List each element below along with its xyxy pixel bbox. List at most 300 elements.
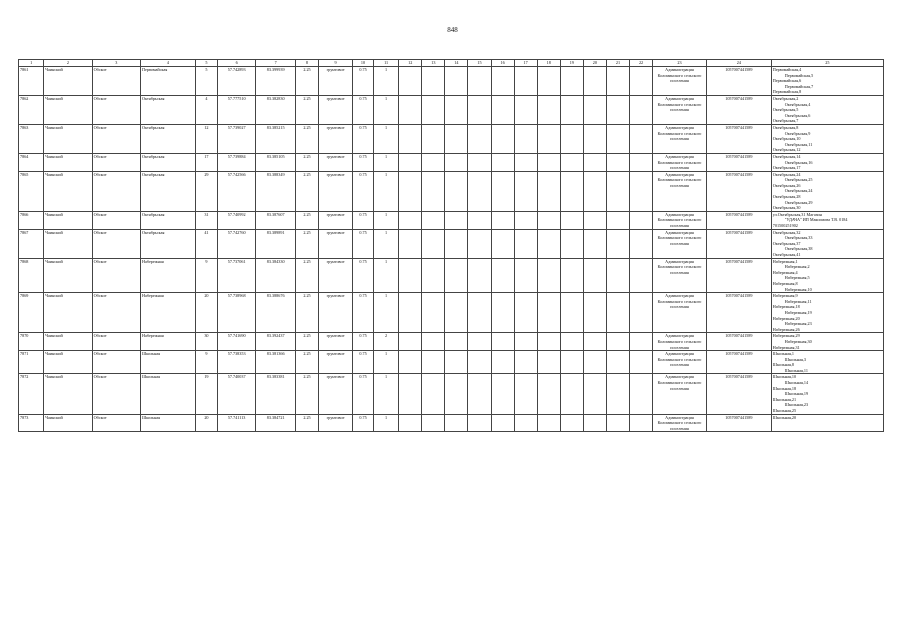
table-cell: 1057007441589 [706,124,771,153]
table-cell [537,293,560,333]
address-item: Октябрьская,38 [784,246,813,252]
column-header: 22 [630,60,653,67]
column-header: 1 [19,60,44,67]
table-cell [560,374,583,414]
address-item: Набережная,10 [784,286,812,292]
table-row [19,124,884,153]
table-cell: 1057007441589 [706,351,771,374]
table-cell [630,229,653,258]
table-cell [514,258,537,293]
table-cell: 5 [195,67,217,96]
table-cell: Администрация Коломинского сельского поселения [653,414,707,432]
address-item: Набережная,26 [772,326,800,332]
table-cell [606,211,629,229]
address-list-cell [771,153,883,171]
table-cell: 2.25 [295,374,318,414]
table-cell [514,351,537,374]
address-list-cell [771,171,883,211]
table-cell: 1057007441589 [706,171,771,211]
table-cell: Администрация Коломинского сельского поселения [653,374,707,414]
table-cell: 1 [373,374,398,414]
table-cell [583,333,606,351]
table-cell: 0.75 [353,293,374,333]
table-cell: Обское [92,95,140,124]
table-cell [560,229,583,258]
table-cell: 83.383381 [256,374,296,414]
table-cell [630,258,653,293]
table-cell [560,333,583,351]
address-item: Октябрьская,7 [772,118,799,124]
table-cell [399,229,422,258]
address-item: Октябрьская,32 [772,229,801,235]
table-cell [422,333,445,351]
table-cell [583,67,606,96]
address-item: Октябрьская,25 [784,177,813,183]
table-cell: 0.75 [353,171,374,211]
table-cell [630,333,653,351]
table-cell: Обское [92,351,140,374]
table-row [19,153,884,171]
address-item: Октябрьская,41 [772,252,801,257]
table-cell: Октябрьская [140,171,195,211]
table-cell: 1057007441589 [706,374,771,414]
table-cell: 1 [373,229,398,258]
column-header: 3 [92,60,140,67]
table-cell: грунтовое [319,124,353,153]
table-cell [491,124,514,153]
table-cell: 0.75 [353,153,374,171]
table-cell [606,293,629,333]
table-cell [606,171,629,211]
table-cell: 57.741690 [217,333,255,351]
table-cell: 1 [373,293,398,333]
table-cell [491,153,514,171]
table-cell: 0.75 [353,124,374,153]
table-cell [422,171,445,211]
table-cell [537,67,560,96]
table-cell [399,333,422,351]
table-cell [399,67,422,96]
table-cell: 0.75 [353,211,374,229]
table-cell [399,171,422,211]
column-header: 18 [537,60,560,67]
table-cell: 83.399939 [256,67,296,96]
table-cell: 83.392437 [256,333,296,351]
address-item: Октябрьская,24 [784,188,813,194]
table-cell [422,374,445,414]
table-cell [491,229,514,258]
table-cell [514,414,537,432]
column-header: 20 [583,60,606,67]
address-item: Набережная,9 [772,293,798,299]
table-cell [560,211,583,229]
address-item: Октябрьская,2 [772,95,799,101]
table-cell: Чаинский [44,258,92,293]
table-cell: Чаинский [44,414,92,432]
table-cell: Чаинский [44,95,92,124]
address-list-cell [771,374,883,414]
address-item: Набережная,11 [784,298,812,304]
column-header: 9 [319,60,353,67]
table-cell [422,414,445,432]
table-cell [422,95,445,124]
table-cell [537,211,560,229]
table-cell: 7866 [19,211,44,229]
table-cell: Первомайская [140,67,195,96]
column-header: 8 [295,60,318,67]
table-cell [583,351,606,374]
table-cell [422,153,445,171]
table-cell [560,293,583,333]
table-cell [491,351,514,374]
table-cell: 1057007441589 [706,293,771,333]
table-cell [606,95,629,124]
table-cell: Обское [92,124,140,153]
address-item: Школьная,14 [784,380,809,386]
address-list-cell [771,351,883,374]
table-cell [468,67,491,96]
table-cell: 7863 [19,124,44,153]
table-cell [514,153,537,171]
table-cell [399,153,422,171]
table-cell: 7870 [19,333,44,351]
table-cell: 7872 [19,374,44,414]
table-cell [583,171,606,211]
table-cell [537,258,560,293]
table-cell [560,258,583,293]
table-cell [468,95,491,124]
table-cell [630,67,653,96]
table-cell [445,211,468,229]
table-cell [606,229,629,258]
table-cell [583,293,606,333]
table-cell: 20 [195,293,217,333]
address-item: Набережная,18 [772,304,800,310]
address-item: Октябрьская,28 [772,194,801,200]
table-cell [399,124,422,153]
table-cell [606,258,629,293]
table-cell: 2.25 [295,258,318,293]
address-item: Школьная,20 [772,414,797,420]
table-cell [514,293,537,333]
address-item: Октябрьская,24 [772,171,801,177]
address-item: Набережная,1 [772,258,798,264]
table-cell: Администрация Коломинского сельского поселения [653,153,707,171]
column-header: 25 [771,60,883,67]
table-cell [630,293,653,333]
table-cell [491,293,514,333]
table-row [19,374,884,414]
address-item: Набережная,2 [784,264,810,270]
column-header: 21 [606,60,629,67]
column-header: 15 [468,60,491,67]
table-cell: 1 [373,153,398,171]
table-cell: Администрация Коломинского сельского поселения [653,124,707,153]
table-cell: 83.388676 [256,293,296,333]
address-list-cell [771,95,883,124]
table-cell: грунтовое [319,258,353,293]
column-header: 16 [491,60,514,67]
table-cell: 29 [195,171,217,211]
table-cell [514,333,537,351]
table-cell: 0.75 [353,67,374,96]
table-cell: Школьная [140,414,195,432]
table-cell: 83.382830 [256,95,296,124]
address-item: Октябрьская,29 [784,199,813,205]
table-cell [630,124,653,153]
table-cell [583,229,606,258]
table-cell: грунтовое [319,211,353,229]
table-cell: Администрация Коломинского сельского поселения [653,351,707,374]
table-cell: 4 [195,95,217,124]
table-cell: Октябрьская [140,95,195,124]
table-cell: Набережная [140,333,195,351]
table-cell [537,171,560,211]
address-item: Набережная,29 [772,333,800,339]
table-cell: 2.25 [295,153,318,171]
table-cell: Обское [92,333,140,351]
table-cell: 1 [373,171,398,211]
column-header: 17 [514,60,537,67]
table-cell [422,124,445,153]
address-item: Набережная,19 [784,309,812,315]
column-header: 23 [653,60,707,67]
address-item: Школьная,3 [784,356,807,362]
table-cell [630,171,653,211]
table-cell: 0.75 [353,351,374,374]
table-cell [537,124,560,153]
table-cell [399,414,422,432]
table-cell: 57.738968 [217,293,255,333]
column-header: 24 [706,60,771,67]
table-cell: грунтовое [319,293,353,333]
table-cell: 41 [195,229,217,258]
table-cell [630,374,653,414]
table-cell [491,171,514,211]
table-cell [606,67,629,96]
address-item: Октябрьская,6 [784,112,811,118]
table-cell: Чаинский [44,211,92,229]
address-item: Школьная,23 [784,402,809,408]
table-cell: 1057007441589 [706,229,771,258]
table-cell [630,351,653,374]
table-cell [445,374,468,414]
table-cell [468,124,491,153]
table-cell: Администрация Коломинского сельского поселения [653,95,707,124]
table-cell: Чаинский [44,153,92,171]
table-cell [606,414,629,432]
table-cell [514,229,537,258]
address-item: Школьная,19 [784,391,809,397]
column-header: 2 [44,60,92,67]
table-cell [560,95,583,124]
table-cell [445,414,468,432]
table-cell: 2.25 [295,293,318,333]
table-cell [537,374,560,414]
table-cell: 1 [373,95,398,124]
address-item: Набережная,30 [784,338,812,344]
table-cell: Администрация Коломинского сельского поселения [653,333,707,351]
table-row [19,171,884,211]
table-cell: 83.384330 [256,258,296,293]
table-cell [445,333,468,351]
table-cell: 2 [373,333,398,351]
table-cell: грунтовое [319,414,353,432]
table-cell [491,67,514,96]
table-cell [560,171,583,211]
table-cell [468,153,491,171]
address-item: Октябрьская,30 [772,205,801,211]
table-cell [468,293,491,333]
address-item: Школьная,21 [772,396,797,402]
table-cell [560,351,583,374]
table-cell: 9 [195,258,217,293]
table-cell [583,153,606,171]
table-cell [445,95,468,124]
table-cell: грунтовое [319,333,353,351]
table-cell: 2.25 [295,95,318,124]
table-cell: 57.777510 [217,95,255,124]
table-body [19,67,884,432]
address-item: Первомайская,4 [772,67,802,72]
table-cell: 12 [195,124,217,153]
table-cell: 0.75 [353,374,374,414]
table-cell: 7869 [19,293,44,333]
table-cell: грунтовое [319,171,353,211]
table-row [19,351,884,374]
table-cell [468,333,491,351]
column-header: 7 [256,60,296,67]
table-cell: 83.387607 [256,211,296,229]
address-item: Школьная,11 [784,367,808,373]
address-list-cell [771,67,883,96]
table-cell: 1057007441589 [706,153,771,171]
table-cell [537,414,560,432]
address-item: Школьная,18 [772,385,797,391]
column-header: 5 [195,60,217,67]
table-cell [537,229,560,258]
table-row [19,95,884,124]
address-item: Школьная,25 [772,408,797,414]
table-cell: 7868 [19,258,44,293]
address-item: Набережная,8 [772,280,798,286]
table-cell [560,124,583,153]
table-cell [583,95,606,124]
table-cell: 7861 [19,67,44,96]
table-cell: Чаинский [44,293,92,333]
table-cell: грунтовое [319,374,353,414]
table-cell: 2.25 [295,414,318,432]
address-item: Октябрьская,4 [784,101,811,107]
table-cell: 57.739027 [217,124,255,153]
table-cell [445,67,468,96]
table-cell: 1057007441589 [706,95,771,124]
table-cell: Школьная [140,351,195,374]
address-item: Октябрьская,17 [772,165,801,171]
table-cell [399,95,422,124]
address-item: Октябрьская,26 [772,182,801,188]
address-item: 701500251902 [772,223,798,229]
table-cell [560,414,583,432]
table-cell [606,153,629,171]
table-cell: Набережная [140,293,195,333]
table-cell: Обское [92,229,140,258]
table-cell: 57.742566 [217,171,255,211]
table-cell: Администрация Коломинского сельского поселения [653,293,707,333]
table-cell: 7862 [19,95,44,124]
table-cell: Обское [92,293,140,333]
table-cell [445,153,468,171]
table-cell [468,414,491,432]
table-cell [468,171,491,211]
column-header: 11 [373,60,398,67]
table-cell: Администрация Коломинского сельского поселения [653,211,707,229]
table-cell: 83.385215 [256,124,296,153]
table-cell: 7864 [19,153,44,171]
address-item: Школьная,10 [772,374,797,380]
table-cell: Чаинский [44,229,92,258]
address-item: Октябрьская,14 [772,153,801,159]
table-cell: 57.742893 [217,67,255,96]
table-cell [445,293,468,333]
table-cell [445,229,468,258]
column-header: 13 [422,60,445,67]
address-item: Первомайская,6 [772,78,802,84]
table-cell [583,374,606,414]
table-cell: 1 [373,124,398,153]
column-header: 12 [399,60,422,67]
table-row [19,211,884,229]
table-cell [468,258,491,293]
table-cell [583,414,606,432]
table-cell: Обское [92,171,140,211]
address-item: Набережная,5 [784,275,810,281]
table-cell: 2.25 [295,171,318,211]
table-cell: 30 [195,333,217,351]
table-cell: Октябрьская [140,211,195,229]
table-cell [422,351,445,374]
table-cell [630,153,653,171]
table-cell: 57.740992 [217,211,255,229]
address-item: Октябрьская,8 [772,124,799,130]
address-item: Первомайская,7 [784,83,814,89]
table-cell: 9 [195,351,217,374]
column-header: 4 [140,60,195,67]
table-cell [399,351,422,374]
column-header: 14 [445,60,468,67]
address-item: Октябрьская,12 [772,147,801,153]
table-cell [491,333,514,351]
address-item: Набережная,20 [772,315,800,321]
table-cell: 57.739884 [217,153,255,171]
table-cell [583,211,606,229]
table-cell: грунтовое [319,153,353,171]
table-cell [422,293,445,333]
table-cell: Администрация Коломинского сельского поселения [653,229,707,258]
table-cell [514,171,537,211]
table-cell: Чаинский [44,124,92,153]
address-item: Школьная,8 [772,362,795,368]
table-row [19,229,884,258]
table-cell: Чаинский [44,171,92,211]
table-cell: 57.738353 [217,351,255,374]
table-cell [468,351,491,374]
table-cell: 0.75 [353,333,374,351]
table-cell [514,374,537,414]
table-cell: 57.737061 [217,258,255,293]
address-item: Октябрьская,16 [784,159,813,165]
address-item: Октябрьская,33 [784,235,813,241]
